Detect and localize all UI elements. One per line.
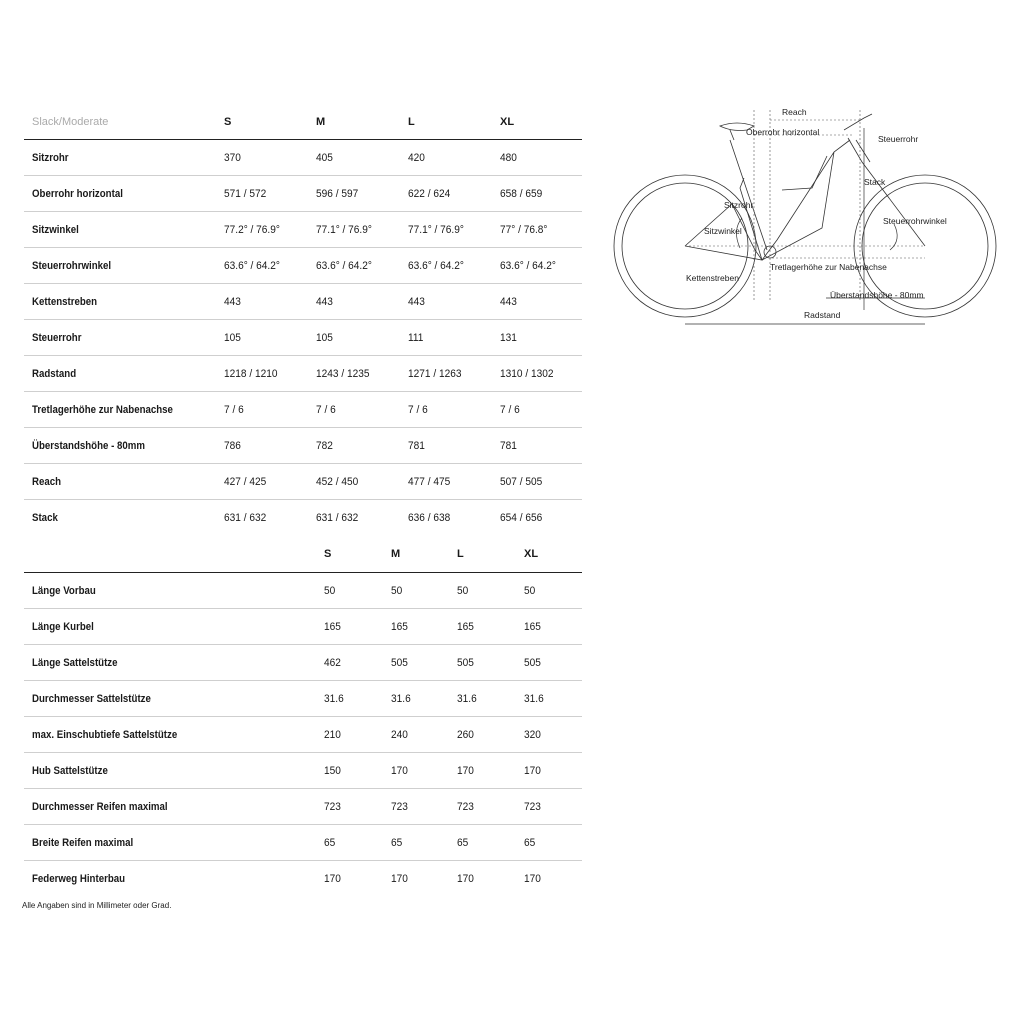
row-value: 427 / 425	[224, 475, 267, 488]
row-value: 7 / 6	[408, 403, 428, 416]
table-row	[24, 284, 582, 320]
table-row	[24, 825, 582, 861]
components-table	[24, 536, 582, 896]
row-value: 50	[524, 584, 536, 597]
label-head-tube: Steuerrohr	[878, 134, 919, 144]
row-label: max. Einschubtiefe Sattelstütze	[32, 728, 178, 741]
row-value: 505	[457, 656, 474, 669]
row-value: 723	[524, 800, 541, 813]
row-value: 462	[324, 656, 341, 669]
row-value: 7 / 6	[224, 403, 244, 416]
row-value: 31.6	[391, 692, 411, 705]
row-value: 165	[457, 620, 474, 633]
table-row	[24, 753, 582, 789]
size-header-s: S	[224, 115, 232, 128]
label-wheelbase: Radstand	[804, 310, 841, 320]
row-value: 210	[324, 728, 341, 741]
row-value: 452 / 450	[316, 475, 359, 488]
comp-size-header-m: M	[391, 548, 401, 560]
table-row	[24, 789, 582, 825]
label-standover: Überstandshöhe - 80mm	[830, 290, 924, 300]
row-value: 77° / 76.8°	[500, 223, 548, 236]
row-label: Sitzwinkel	[32, 223, 79, 236]
row-value: 320	[524, 728, 541, 741]
row-value: 443	[500, 295, 517, 308]
row-value: 505	[391, 656, 408, 669]
row-value: 170	[324, 872, 341, 885]
row-value: 260	[457, 728, 474, 741]
row-value: 370	[224, 151, 241, 164]
table-row	[24, 464, 582, 500]
row-value: 77.1° / 76.9°	[316, 223, 372, 236]
label-bb-drop: Tretlagerhöhe zur Nabenachse	[770, 262, 887, 272]
label-seat-angle: Sitzwinkel	[704, 226, 742, 236]
row-label: Radstand	[32, 367, 77, 380]
row-value: 782	[316, 439, 333, 452]
table-row	[24, 609, 582, 645]
row-value: 63.6° / 64.2°	[224, 259, 280, 272]
row-value: 63.6° / 64.2°	[408, 259, 464, 272]
row-value: 631 / 632	[316, 511, 359, 524]
row-value: 77.2° / 76.9°	[224, 223, 280, 236]
row-value: 781	[408, 439, 425, 452]
row-label: Stack	[32, 511, 58, 524]
row-value: 165	[324, 620, 341, 633]
seatpost	[730, 130, 734, 140]
row-label: Tretlagerhöhe zur Nabenachse	[32, 403, 173, 416]
row-value: 31.6	[324, 692, 344, 705]
row-value: 1310 / 1302	[500, 367, 554, 380]
row-value: 65	[457, 836, 469, 849]
geometry-table	[24, 104, 582, 535]
table-row	[24, 500, 582, 535]
components-header	[24, 536, 582, 573]
table-row	[24, 320, 582, 356]
row-value: 723	[457, 800, 474, 813]
table-row	[24, 861, 582, 896]
comp-size-header-xl: XL	[524, 548, 539, 560]
row-value: 723	[324, 800, 341, 813]
row-value: 31.6	[457, 692, 477, 705]
bike-geometry-diagram	[612, 100, 1004, 332]
label-top-tube: Oberrohr horizontal	[746, 127, 820, 137]
row-label: Steuerrohrwinkel	[32, 259, 112, 272]
row-value: 477 / 475	[408, 475, 451, 488]
row-label: Durchmesser Sattelstütze	[32, 692, 151, 705]
row-value: 786	[224, 439, 241, 452]
row-value: 50	[391, 584, 403, 597]
row-value: 31.6	[524, 692, 544, 705]
row-value: 65	[324, 836, 336, 849]
row-label: Länge Sattelstütze	[32, 656, 118, 669]
row-value: 165	[524, 620, 541, 633]
comp-size-header-l: L	[457, 548, 464, 560]
row-value: 105	[316, 331, 333, 344]
table-row	[24, 681, 582, 717]
row-label: Länge Vorbau	[32, 584, 96, 597]
row-value: 170	[457, 764, 474, 777]
row-label: Kettenstreben	[32, 295, 98, 308]
label-seat-tube: Sitzrohr	[724, 200, 754, 210]
row-value: 165	[391, 620, 408, 633]
row-value: 480	[500, 151, 517, 164]
row-value: 443	[316, 295, 333, 308]
row-value: 622 / 624	[408, 187, 451, 200]
row-value: 170	[524, 764, 541, 777]
row-value: 150	[324, 764, 341, 777]
fork	[848, 138, 925, 246]
row-label: Steuerrohr	[32, 331, 82, 344]
row-value: 571 / 572	[224, 187, 267, 200]
head-angle-arc	[890, 224, 897, 250]
label-head-angle: Steuerrohrwinkel	[883, 216, 947, 226]
table-row	[24, 428, 582, 464]
row-value: 170	[391, 872, 408, 885]
row-value: 77.1° / 76.9°	[408, 223, 464, 236]
table-row	[24, 392, 582, 428]
row-value: 507 / 505	[500, 475, 543, 488]
table-row	[24, 248, 582, 284]
row-value: 505	[524, 656, 541, 669]
label-chainstay: Kettenstreben	[686, 273, 739, 283]
row-value: 65	[524, 836, 536, 849]
row-value: 111	[408, 331, 424, 344]
row-value: 1243 / 1235	[316, 367, 370, 380]
row-value: 240	[391, 728, 408, 741]
row-value: 654 / 656	[500, 511, 543, 524]
row-value: 723	[391, 800, 408, 813]
row-value: 631 / 632	[224, 511, 267, 524]
table-row	[24, 645, 582, 681]
table-row	[24, 717, 582, 753]
row-label: Länge Kurbel	[32, 620, 94, 633]
row-label: Reach	[32, 475, 62, 488]
label-stack: Stack	[864, 177, 886, 187]
row-value: 105	[224, 331, 241, 344]
row-value: 596 / 597	[316, 187, 359, 200]
row-label: Überstandshöhe - 80mm	[32, 439, 145, 452]
row-value: 7 / 6	[500, 403, 520, 416]
table-row	[24, 140, 582, 176]
row-label: Hub Sattelstütze	[32, 764, 108, 777]
row-label: Durchmesser Reifen maximal	[32, 800, 168, 813]
footnote: Alle Angaben sind in Millimeter oder Grad.	[22, 901, 172, 910]
row-value: 7 / 6	[316, 403, 336, 416]
row-value: 781	[500, 439, 517, 452]
row-value: 170	[457, 872, 474, 885]
row-label: Sitzrohr	[32, 151, 69, 164]
row-value: 658 / 659	[500, 187, 543, 200]
table-row	[24, 573, 582, 609]
row-value: 50	[457, 584, 469, 597]
geometry-title: Slack/Moderate	[32, 115, 109, 128]
row-value: 50	[324, 584, 336, 597]
row-value: 443	[408, 295, 425, 308]
table-row	[24, 356, 582, 392]
row-label: Oberrohr horizontal	[32, 187, 123, 200]
row-value: 65	[391, 836, 403, 849]
table-row	[24, 176, 582, 212]
label-reach: Reach	[782, 107, 807, 117]
size-header-l: L	[408, 115, 415, 128]
row-value: 170	[391, 764, 408, 777]
row-value: 1218 / 1210	[224, 367, 278, 380]
row-value: 170	[524, 872, 541, 885]
row-value: 63.6° / 64.2°	[500, 259, 556, 272]
row-label: Breite Reifen maximal	[32, 836, 134, 849]
row-value: 443	[224, 295, 241, 308]
size-header-m: M	[316, 115, 326, 128]
table-row	[24, 212, 582, 248]
size-header-xl: XL	[500, 115, 515, 128]
row-value: 1271 / 1263	[408, 367, 462, 380]
row-label: Federweg Hinterbau	[32, 872, 126, 885]
handlebar	[844, 114, 872, 130]
row-value: 636 / 638	[408, 511, 451, 524]
row-value: 131	[500, 331, 517, 344]
comp-size-header-s: S	[324, 548, 332, 560]
row-value: 420	[408, 151, 425, 164]
geometry-header	[24, 104, 582, 140]
row-value: 63.6° / 64.2°	[316, 259, 372, 272]
row-value: 405	[316, 151, 333, 164]
